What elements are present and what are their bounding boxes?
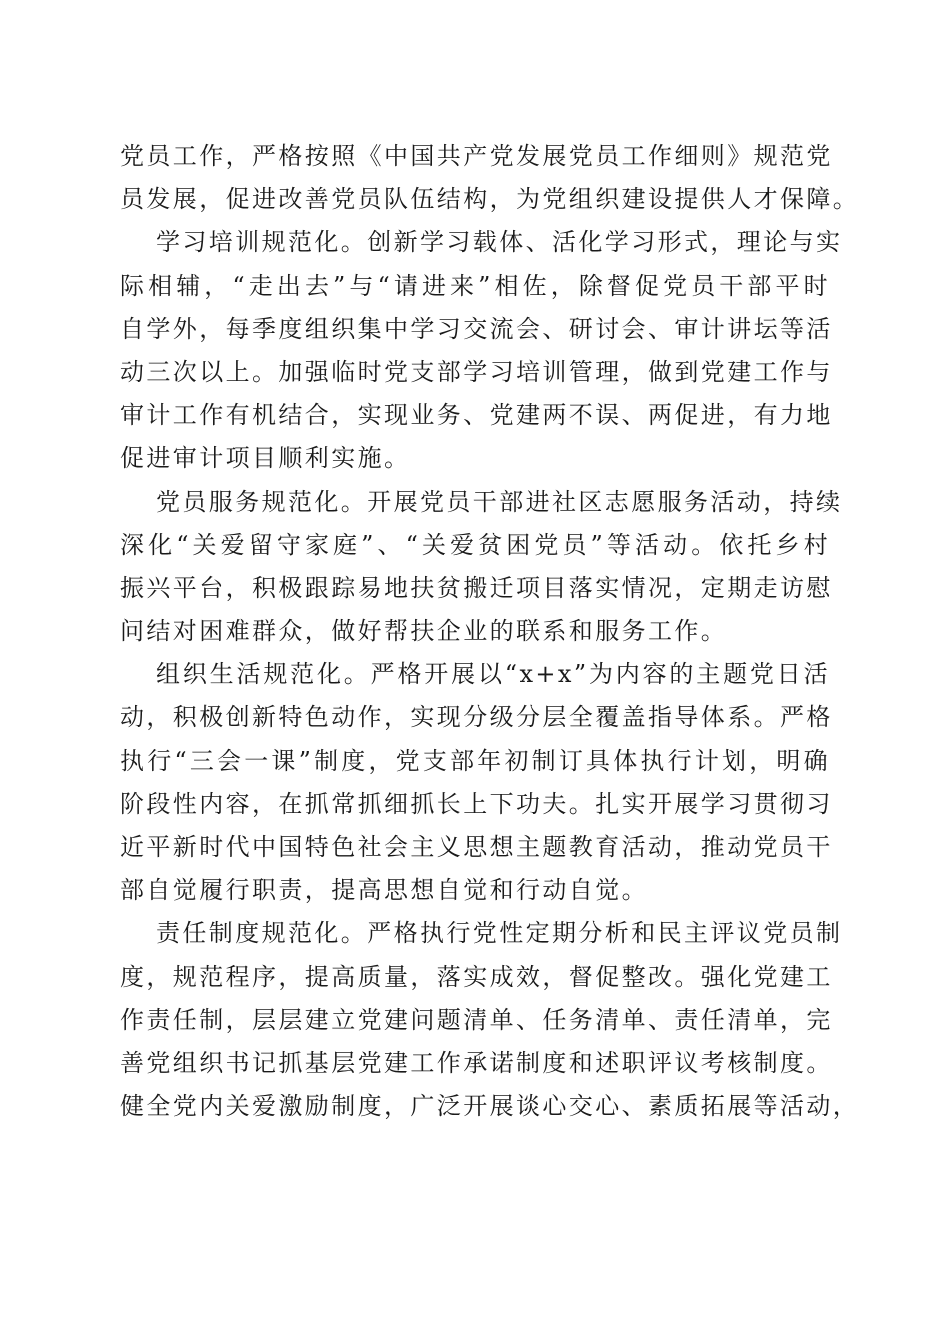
text-line: 深化“关爱留守家庭”、“关爱贫困党员”等活动。依托乡村 <box>120 530 830 559</box>
text-line: 作责任制，层层建立党建问题清单、任务清单、责任清单，完 <box>120 1005 833 1034</box>
text-line: 振兴平台，积极跟踪易地扶贫搬迁项目落实情况，定期走访慰 <box>120 573 833 602</box>
text-line: 善党组织书记抓基层党建工作承诺制度和述职评议考核制度。 <box>120 1048 833 1077</box>
paragraph-organization-life <box>120 653 833 912</box>
paragraph-intro-continued <box>120 135 860 221</box>
text-line: 组织生活规范化。严格开展以“x+x”为内容的主题党日活 <box>156 660 830 689</box>
text-line: 党员服务规范化。开展党员干部进社区志愿服务活动，持续 <box>156 487 843 516</box>
text-line: 近平新时代中国特色社会主义思想主题教育活动，推动党员干 <box>120 833 833 861</box>
text-line: 执行“三会一课”制度，党支部年初制订具体执行计划，明确 <box>120 746 830 775</box>
text-line: 阶段性内容，在抓常抓细抓长上下功夫。扎实开展学习贯彻习 <box>120 789 833 818</box>
text-line: 动三次以上。加强临时党支部学习培训管理，做到党建工作与 <box>120 357 833 386</box>
text-line: 促进审计项目顺利实施。 <box>120 444 411 473</box>
paragraph-responsibility-system <box>120 912 860 1128</box>
document-body <box>120 135 860 1128</box>
text-line: 员发展，促进改善党员队伍结构，为党组织建设提供人才保障。 <box>120 185 860 214</box>
text-line: 部自觉履行职责，提高思想自觉和行动自觉。 <box>120 876 648 905</box>
text-line: 度，规范程序，提高质量，落实成效，督促整改。强化党建工 <box>120 962 833 991</box>
paragraph-study-training <box>120 221 843 480</box>
text-line: 责任制度规范化。严格执行党性定期分析和民主评议党员制 <box>156 919 843 948</box>
text-line: 党员工作，严格按照《中国共产党发展党员工作细则》规范党 <box>120 142 833 170</box>
text-line: 健全党内关爱激励制度，广泛开展谈心交心、素质拓展等活动， <box>120 1092 860 1121</box>
text-line: 自学外，每季度组织集中学习交流会、研讨会、审计讲坛等活 <box>120 314 833 343</box>
text-line: 际相辅，“走出去”与“请进来”相佐，除督促党员干部平时 <box>120 271 830 300</box>
text-line: 学习培训规范化。创新学习载体、活化学习形式，理论与实 <box>156 228 843 257</box>
paragraph-member-service <box>120 481 843 654</box>
text-line: 审计工作有机结合，实现业务、党建两不误、两促进，有力地 <box>120 401 833 430</box>
text-line: 问结对困难群众，做好帮扶企业的联系和服务工作。 <box>120 617 728 646</box>
text-line: 动，积极创新特色动作，实现分级分层全覆盖指导体系。严格 <box>120 703 833 732</box>
